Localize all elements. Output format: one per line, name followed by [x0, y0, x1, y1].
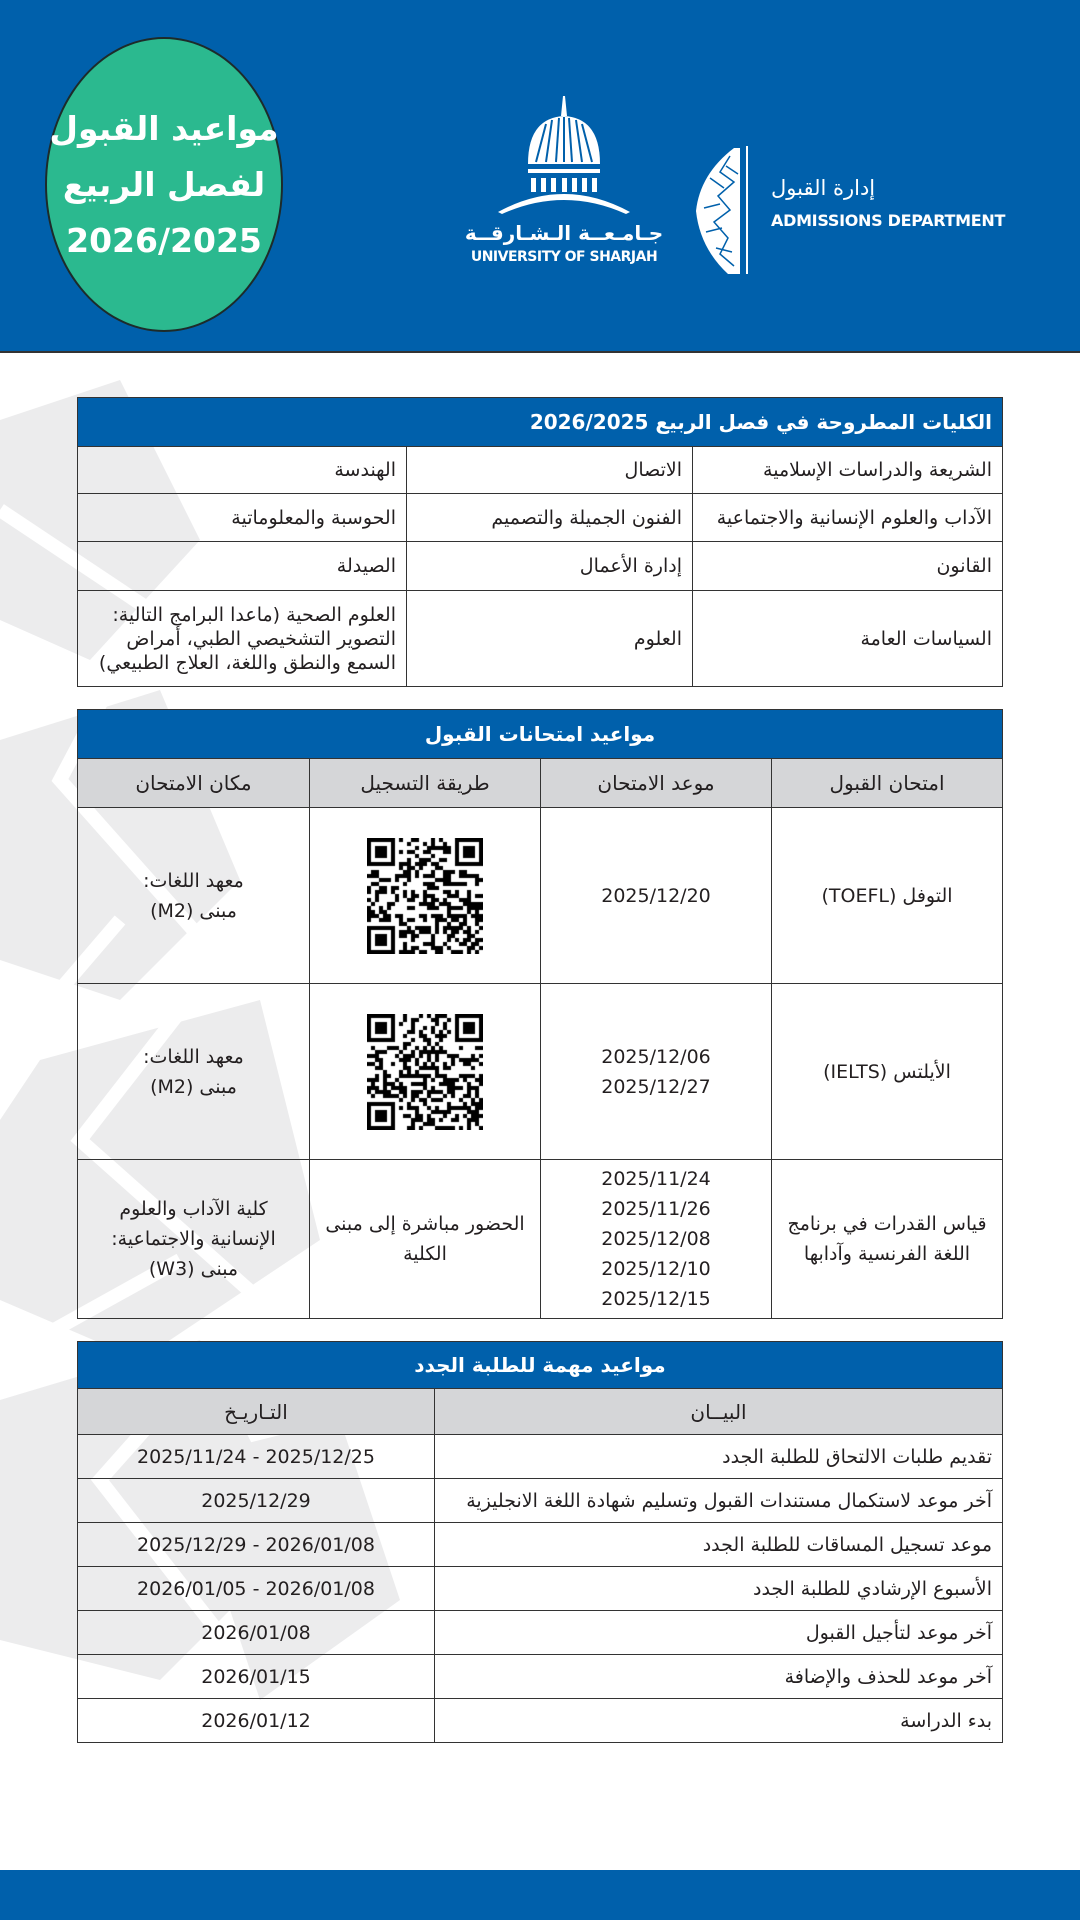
university-logo	[464, 96, 664, 266]
important-dates-table	[77, 1341, 1003, 1743]
exam-name: قياس القدرات في برنامج اللغة الفرنسية وآدابها	[772, 1160, 1003, 1319]
location-line: مبنى (W3)	[148, 1258, 239, 1280]
date-description: آخر موعد للحذف والإضافة	[435, 1655, 1003, 1699]
registration-method: الحضور مباشرة إلى مبنى الكلية	[310, 1160, 541, 1319]
exam-row	[78, 1160, 1003, 1319]
qr-code-icon[interactable]	[367, 1014, 483, 1130]
registration-qr[interactable]	[310, 808, 541, 984]
date-row	[78, 1655, 1003, 1699]
date-value: 2026/01/12	[78, 1699, 435, 1743]
exam-date: 2025/12/10	[601, 1258, 711, 1280]
location-line: كلية الآداب والعلوم	[119, 1198, 268, 1220]
date-value: 2026/01/08 - 2025/12/29	[78, 1523, 435, 1567]
exam-date: 2025/12/06	[601, 1045, 711, 1068]
college-cell: الاتصال	[407, 447, 693, 494]
colleges-table	[77, 397, 1003, 687]
geometric-pattern-icon	[690, 148, 740, 274]
date-value: 2025/12/25 - 2025/11/24	[78, 1435, 435, 1479]
college-cell: السياسات العامة	[693, 591, 1003, 687]
badge-line: لفصل الربيع	[62, 164, 266, 204]
location-line: الإنسانية والاجتماعية:	[111, 1228, 276, 1250]
date-value: 2025/12/29	[78, 1479, 435, 1523]
location-line: معهد اللغات:	[143, 869, 244, 892]
exam-date: 2025/12/27	[601, 1075, 711, 1098]
date-description: موعد تسجيل المساقات للطلبة الجدد	[435, 1523, 1003, 1567]
date-description: آخر موعد لاستكمال مستندات القبول وتسليم شهادة اللغة الانجليزية	[435, 1479, 1003, 1523]
exams-title: مواعيد امتحانات القبول	[78, 710, 1003, 759]
college-cell: الآداب والعلوم الإنسانية والاجتماعية	[693, 494, 1003, 542]
date-description: بدء الدراسة	[435, 1699, 1003, 1743]
college-cell: الفنون الجميلة والتصميم	[407, 494, 693, 542]
university-name-ar: جـامـعــة الـشـارقــة	[464, 221, 664, 245]
column-header: موعد الامتحان	[541, 759, 772, 808]
content-column	[77, 397, 1003, 1743]
badge-line: مواعيد القبول	[49, 108, 279, 148]
badge-line: 2026/2025	[66, 220, 262, 260]
location-line: مبنى (M2)	[150, 1075, 237, 1098]
date-row	[78, 1479, 1003, 1523]
exam-date: 2025/12/15	[601, 1288, 711, 1310]
college-cell: الصيدلة	[78, 542, 407, 591]
location-line: مبنى (M2)	[150, 899, 237, 922]
date-value: 2026/01/08	[78, 1611, 435, 1655]
date-row	[78, 1523, 1003, 1567]
column-header: البيــان	[435, 1389, 1003, 1435]
department-name-ar: إدارة القبول	[771, 176, 876, 200]
dome-icon	[484, 96, 644, 216]
college-cell: الحوسبة والمعلوماتية	[78, 494, 407, 542]
date-value: 2026/01/08 - 2026/01/05	[78, 1567, 435, 1611]
university-name-en: UNIVERSITY OF SHARJAH	[470, 249, 658, 265]
colleges-title: الكليات المطروحة في فصل الربيع 2026/2025	[78, 398, 1003, 447]
dates-title: مواعيد مهمة للطلبة الجدد	[78, 1342, 1003, 1389]
exam-date: 2025/11/26	[601, 1198, 711, 1220]
exam-row	[78, 808, 1003, 984]
college-cell: العلوم	[407, 591, 693, 687]
date-description: تقديم طلبات الالتحاق للطلبة الجدد	[435, 1435, 1003, 1479]
exam-name: الأيلتس (IELTS)	[772, 984, 1003, 1160]
semester-badge	[45, 37, 283, 332]
college-cell: الهندسة	[78, 447, 407, 494]
exam-location	[78, 808, 310, 984]
exam-date: 2025/12/08	[601, 1228, 711, 1250]
column-header: امتحان القبول	[772, 759, 1003, 808]
date-description: آخر موعد لتأجيل القبول	[435, 1611, 1003, 1655]
exam-name: التوفل (TOEFL)	[772, 808, 1003, 984]
date-value: 2026/01/15	[78, 1655, 435, 1699]
exam-location	[78, 984, 310, 1160]
exam-dates	[541, 984, 772, 1160]
college-cell: القانون	[693, 542, 1003, 591]
college-cell: الشريعة والدراسات الإسلامية	[693, 447, 1003, 494]
admissions-department-logo	[771, 172, 1005, 232]
exam-dates	[541, 1160, 772, 1319]
header-banner	[0, 0, 1080, 353]
exams-table	[77, 709, 1003, 1319]
date-row	[78, 1435, 1003, 1479]
logo-divider	[746, 146, 748, 274]
exam-date: 2025/12/20	[541, 808, 772, 984]
exam-row	[78, 984, 1003, 1160]
date-row	[78, 1567, 1003, 1611]
date-row	[78, 1699, 1003, 1743]
department-name-en: ADMISSIONS DEPARTMENT	[771, 211, 1006, 230]
location-line: معهد اللغات:	[143, 1045, 244, 1068]
column-header: مكان الامتحان	[78, 759, 310, 808]
date-row	[78, 1611, 1003, 1655]
college-cell: إدارة الأعمال	[407, 542, 693, 591]
column-header: التـاريـخ	[78, 1389, 435, 1435]
qr-code-icon[interactable]	[367, 838, 483, 954]
date-description: الأسبوع الإرشادي للطلبة الجدد	[435, 1567, 1003, 1611]
registration-qr[interactable]	[310, 984, 541, 1160]
column-header: طريقة التسجيل	[310, 759, 541, 808]
college-cell: العلوم الصحية (ماعدا البرامج التالية: التصوير التشخيصي الطبي، أمراض السمع والنطق واللغة، العلاج الطبيعي)	[78, 591, 407, 687]
exam-date: 2025/11/24	[601, 1168, 711, 1190]
exam-location	[78, 1160, 310, 1319]
footer-bar	[0, 1870, 1080, 1920]
